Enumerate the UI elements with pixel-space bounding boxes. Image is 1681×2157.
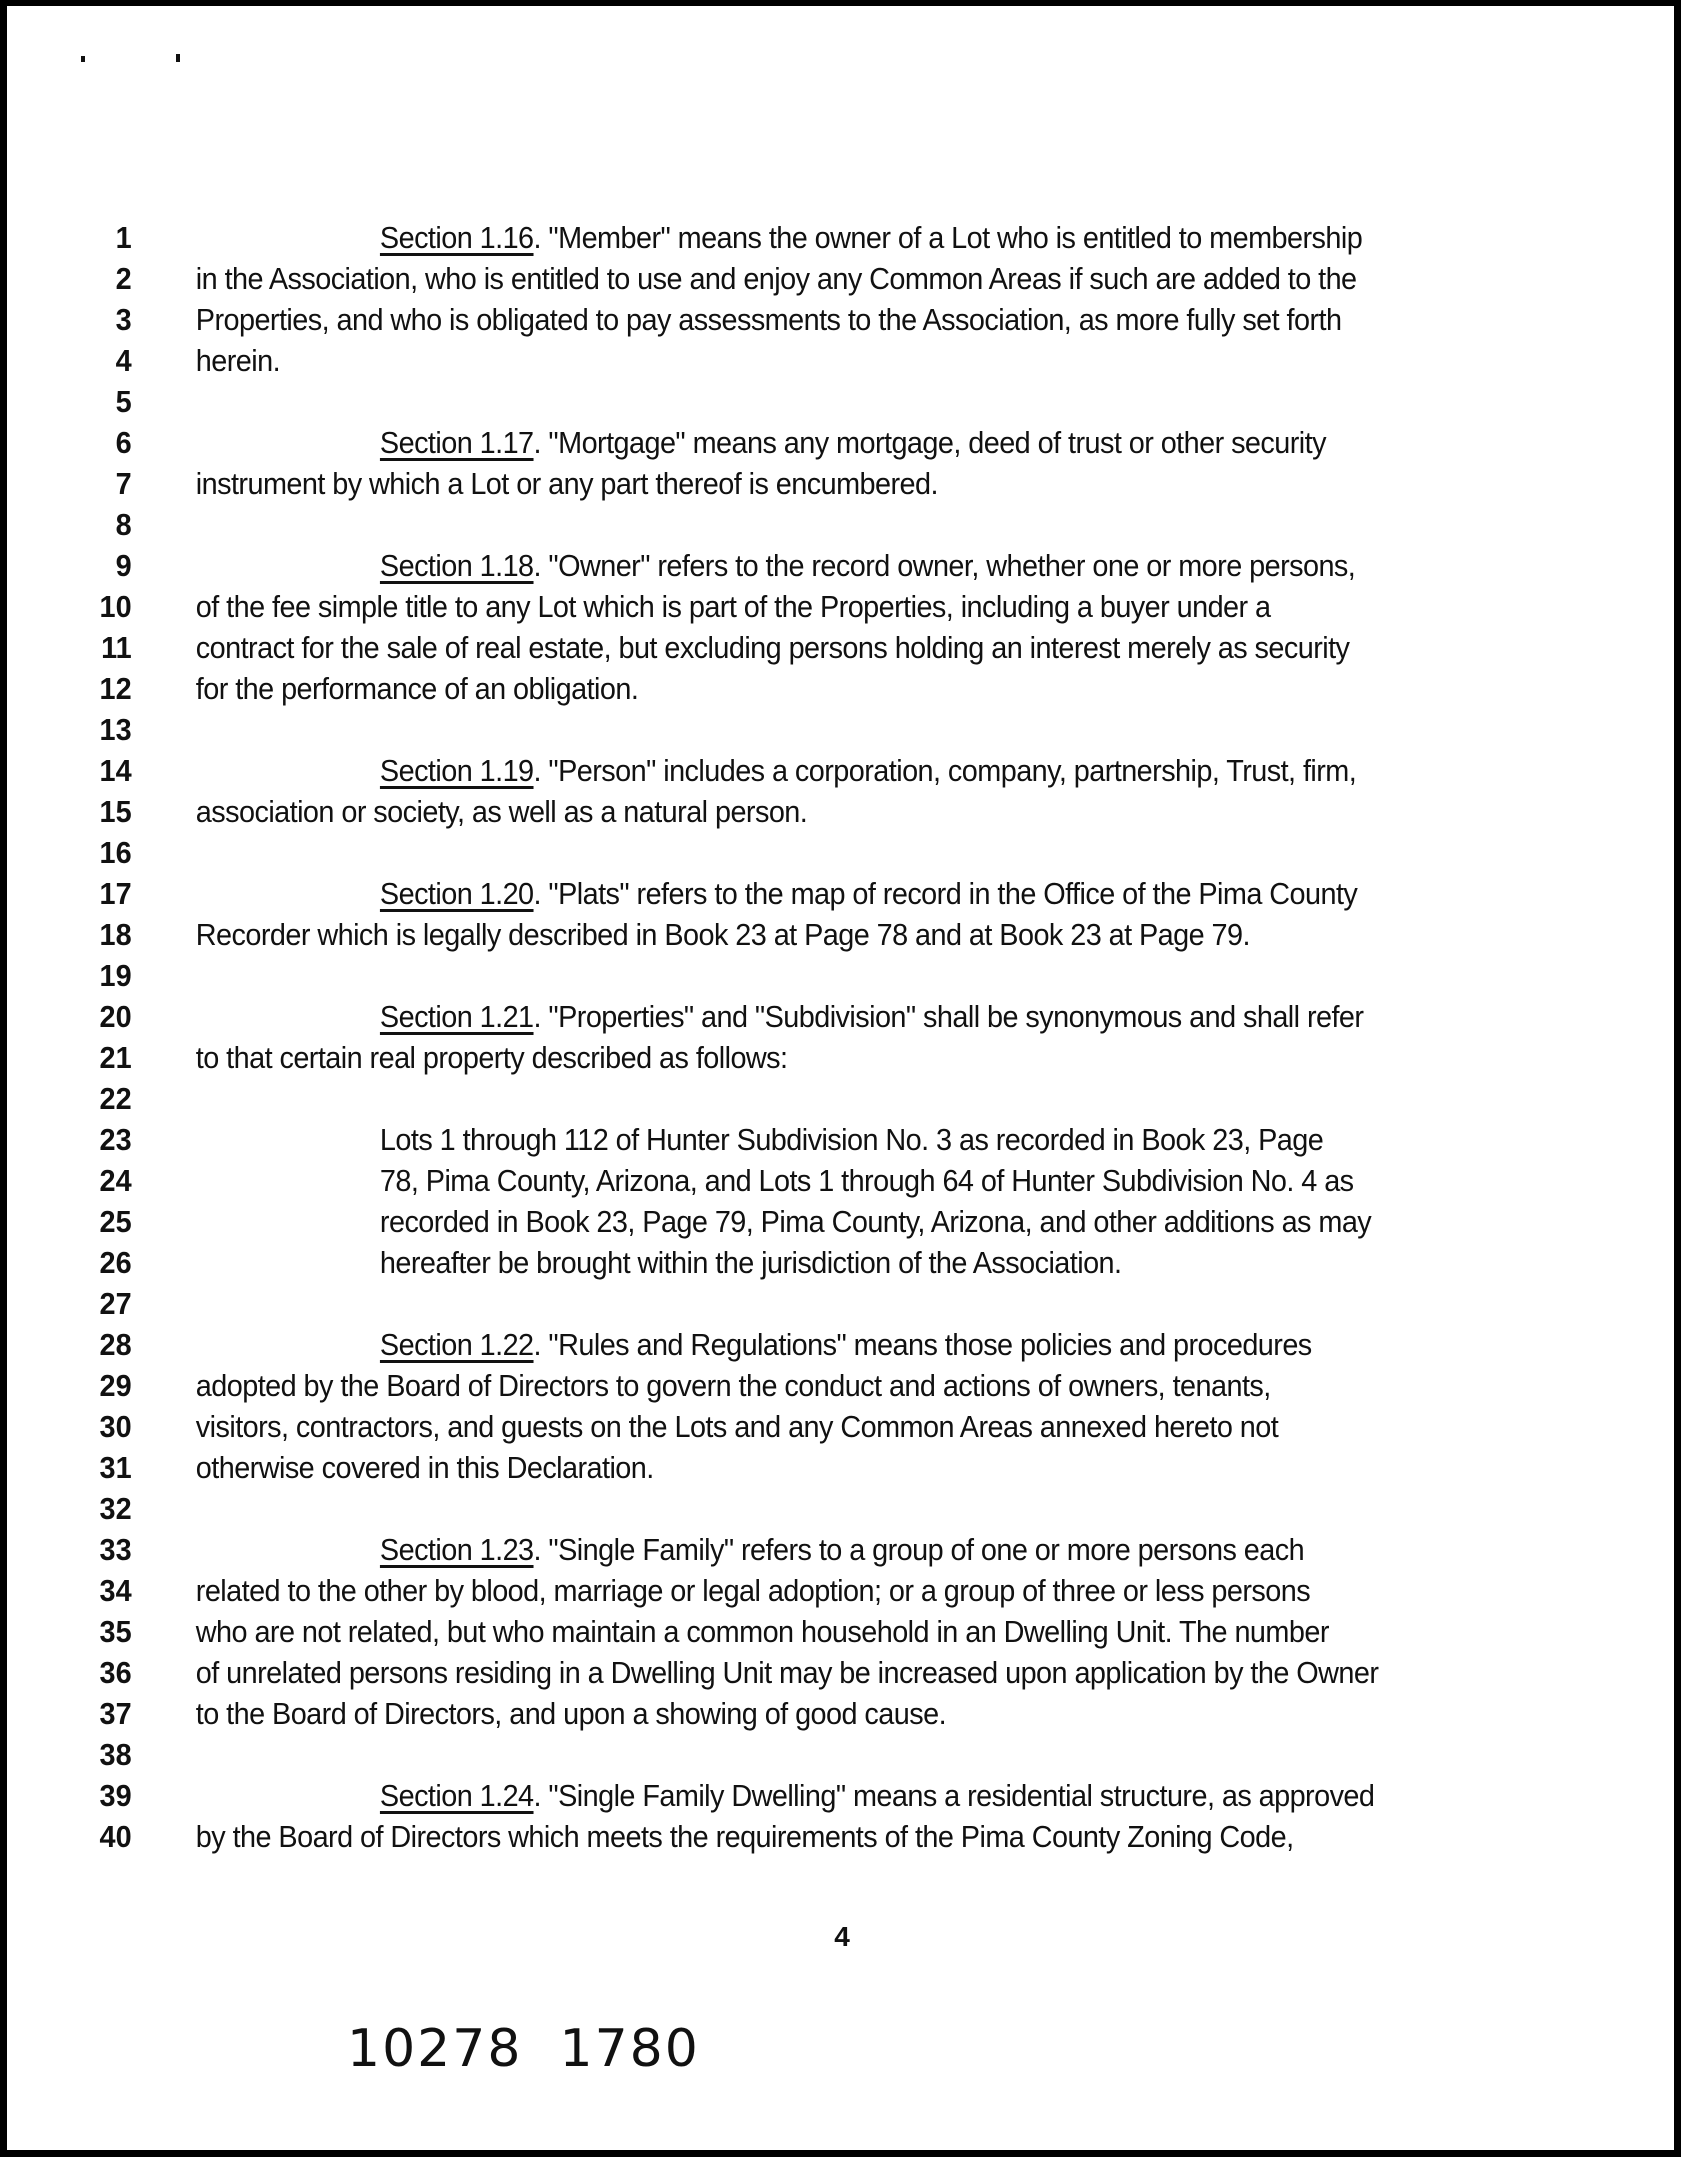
document-line (7, 1735, 1557, 1775)
line-number: 35 (99, 1614, 132, 1649)
line-text (380, 1243, 1122, 1283)
line-body: related to the other by blood, marriage or legal adoption; or a group of three or less persons (195, 1573, 1311, 1608)
line-number: 32 (99, 1491, 132, 1526)
document-line (7, 1489, 1557, 1529)
line-body: instrument by which a Lot or any part thereof is encumbered. (195, 466, 938, 501)
line-text (196, 587, 1271, 627)
line-number: 18 (99, 917, 132, 952)
line-number: 40 (99, 1819, 132, 1854)
line-text (196, 341, 280, 381)
document-line (7, 1653, 1557, 1693)
line-number: 14 (99, 753, 132, 788)
line-text (380, 218, 1362, 258)
line-number: 6 (115, 425, 132, 460)
line-number: 22 (99, 1081, 132, 1116)
document-line (7, 956, 1557, 996)
section-heading: Section 1.18 (379, 548, 534, 583)
document-line (7, 1366, 1557, 1406)
line-number: 4 (115, 343, 132, 378)
line-text (196, 1612, 1329, 1652)
section-heading: Section 1.20 (379, 876, 534, 911)
line-number: 21 (99, 1040, 132, 1075)
line-text (196, 628, 1350, 668)
document-line (7, 1038, 1557, 1078)
line-body: for the performance of an obligation. (195, 671, 639, 706)
document-line (7, 1612, 1557, 1652)
document-line (7, 505, 1557, 545)
line-number: 26 (99, 1245, 132, 1280)
line-number: 28 (99, 1327, 132, 1362)
line-number: 24 (99, 1163, 132, 1198)
line-number: 15 (99, 794, 132, 829)
line-body: . "Single Family" refers to a group of one or more persons each (533, 1532, 1305, 1567)
line-text (196, 259, 1357, 299)
document-line (7, 382, 1557, 422)
section-heading: Section 1.24 (379, 1778, 534, 1813)
document-line (7, 915, 1557, 955)
section-heading: Section 1.19 (379, 753, 534, 788)
line-number: 30 (99, 1409, 132, 1444)
line-text (196, 915, 1250, 955)
section-heading: Section 1.23 (379, 1532, 534, 1567)
document-line (7, 1571, 1557, 1611)
line-body: by the Board of Directors which meets the requirements of the Pima County Zoning Code, (195, 1819, 1294, 1854)
line-body: of unrelated persons residing in a Dwelling Unit may be increased upon application by the Owner (195, 1655, 1379, 1690)
document-line (7, 1202, 1557, 1242)
line-number: 3 (115, 302, 132, 337)
line-text (196, 1694, 946, 1734)
line-text (380, 997, 1364, 1037)
document-line (7, 1694, 1557, 1734)
section-heading: Section 1.21 (379, 999, 534, 1034)
document-line (7, 300, 1557, 340)
document-line (7, 218, 1557, 258)
document-line (7, 628, 1557, 668)
line-body: . "Person" includes a corporation, company, partnership, Trust, firm, (533, 753, 1357, 788)
document-line (7, 997, 1557, 1037)
line-number: 36 (99, 1655, 132, 1690)
document-line (7, 259, 1557, 299)
line-text (196, 1366, 1271, 1406)
line-number: 9 (115, 548, 132, 583)
document-line (7, 341, 1557, 381)
document-line (7, 874, 1557, 914)
line-text (196, 300, 1342, 340)
document-line (7, 1243, 1557, 1283)
line-body: . "Single Family Dwelling" means a residential structure, as approved (533, 1778, 1375, 1813)
line-number: 7 (115, 466, 132, 501)
line-number: 34 (99, 1573, 132, 1608)
line-number: 8 (115, 507, 132, 542)
line-number: 38 (99, 1737, 132, 1772)
document-line (7, 1079, 1557, 1119)
line-number: 33 (99, 1532, 132, 1567)
recording-stamp: 10278 1780 (347, 2019, 700, 2079)
line-body: hereafter be brought within the jurisdiction of the Association. (379, 1245, 1122, 1280)
scan-speck (81, 56, 85, 62)
line-text (196, 1653, 1379, 1693)
line-number: 12 (99, 671, 132, 706)
line-body: adopted by the Board of Directors to govern the conduct and actions of owners, tenants, (195, 1368, 1271, 1403)
line-text (380, 1202, 1371, 1242)
line-number: 10 (99, 589, 132, 624)
line-number: 29 (99, 1368, 132, 1403)
line-number: 25 (99, 1204, 132, 1239)
line-body: Recorder which is legally described in Book 23 at Page 78 and at Book 23 at Page 79. (195, 917, 1250, 952)
line-body: visitors, contractors, and guests on the Lots and any Common Areas annexed hereto not (195, 1409, 1279, 1444)
line-number: 27 (99, 1286, 132, 1321)
document-line (7, 833, 1557, 873)
document-line (7, 751, 1557, 791)
section-heading: Section 1.22 (379, 1327, 534, 1362)
document-line (7, 1530, 1557, 1570)
document-line (7, 1284, 1557, 1324)
document-line (7, 669, 1557, 709)
document-line (7, 710, 1557, 750)
line-body: of the fee simple title to any Lot which is part of the Properties, including a buyer under a (195, 589, 1271, 624)
section-heading: Section 1.17 (379, 425, 534, 460)
line-body: . "Mortgage" means any mortgage, deed of trust or other security (533, 425, 1326, 460)
line-text (380, 1776, 1374, 1816)
line-number: 20 (99, 999, 132, 1034)
document-line (7, 1120, 1557, 1160)
line-number: 37 (99, 1696, 132, 1731)
line-body: herein. (195, 343, 281, 378)
line-number: 31 (99, 1450, 132, 1485)
line-number: 11 (101, 630, 132, 665)
line-text (380, 1161, 1354, 1201)
line-text (196, 1571, 1310, 1611)
line-number: 16 (99, 835, 132, 870)
document-line (7, 423, 1557, 463)
line-text (196, 792, 807, 832)
line-number: 2 (115, 261, 132, 296)
line-text (380, 423, 1326, 463)
line-body: 78, Pima County, Arizona, and Lots 1 through 64 of Hunter Subdivision No. 4 as (379, 1163, 1354, 1198)
document-line (7, 464, 1557, 504)
line-number: 17 (99, 876, 132, 911)
line-text (380, 874, 1357, 914)
line-body: association or society, as well as a natural person. (195, 794, 808, 829)
document-line (7, 1448, 1557, 1488)
line-body: contract for the sale of real estate, but excluding persons holding an interest merely as security (195, 630, 1350, 665)
line-text (196, 1448, 654, 1488)
line-number: 13 (99, 712, 132, 747)
line-text (380, 751, 1356, 791)
line-body: to the Board of Directors, and upon a showing of good cause. (195, 1696, 947, 1731)
section-heading: Section 1.16 (379, 220, 534, 255)
line-number: 19 (99, 958, 132, 993)
line-text (380, 1325, 1312, 1365)
document-page (7, 6, 1674, 2150)
document-line (7, 587, 1557, 627)
line-body: who are not related, but who maintain a common household in an Dwelling Unit. The number (195, 1614, 1329, 1649)
document-line (7, 1407, 1557, 1447)
line-text (380, 546, 1355, 586)
line-body: Properties, and who is obligated to pay assessments to the Association, as more fully set forth (195, 302, 1342, 337)
line-number: 5 (115, 384, 132, 419)
document-line (7, 1161, 1557, 1201)
line-text (196, 464, 938, 504)
scan-speck (176, 54, 180, 62)
line-body: recorded in Book 23, Page 79, Pima County, Arizona, and other additions as may (379, 1204, 1372, 1239)
line-body: . "Properties" and "Subdivision" shall be synonymous and shall refer (533, 999, 1364, 1034)
line-body: . "Owner" refers to the record owner, whether one or more persons, (533, 548, 1356, 583)
document-line (7, 1325, 1557, 1365)
page-number: 4 (834, 1921, 850, 1952)
document-line (7, 1776, 1557, 1816)
line-body: . "Plats" refers to the map of record in the Office of the Pima County (533, 876, 1358, 911)
line-body: in the Association, who is entitled to use and enjoy any Common Areas if such are added to the (195, 261, 1357, 296)
line-text (196, 669, 639, 709)
line-text (196, 1407, 1278, 1447)
line-number: 39 (99, 1778, 132, 1813)
document-line (7, 546, 1557, 586)
line-text (380, 1530, 1304, 1570)
line-body: to that certain real property described as follows: (195, 1040, 788, 1075)
line-body: . "Rules and Regulations" means those policies and procedures (533, 1327, 1312, 1362)
line-text (380, 1120, 1323, 1160)
line-text (196, 1817, 1294, 1857)
document-line (7, 1817, 1557, 1857)
document-line (7, 792, 1557, 832)
line-body: . "Member" means the owner of a Lot who is entitled to membership (533, 220, 1363, 255)
line-number: 1 (115, 220, 132, 255)
line-body: Lots 1 through 112 of Hunter Subdivision No. 3 as recorded in Book 23, Page (379, 1122, 1324, 1157)
line-text (196, 1038, 788, 1078)
line-number: 23 (99, 1122, 132, 1157)
line-body: otherwise covered in this Declaration. (195, 1450, 654, 1485)
